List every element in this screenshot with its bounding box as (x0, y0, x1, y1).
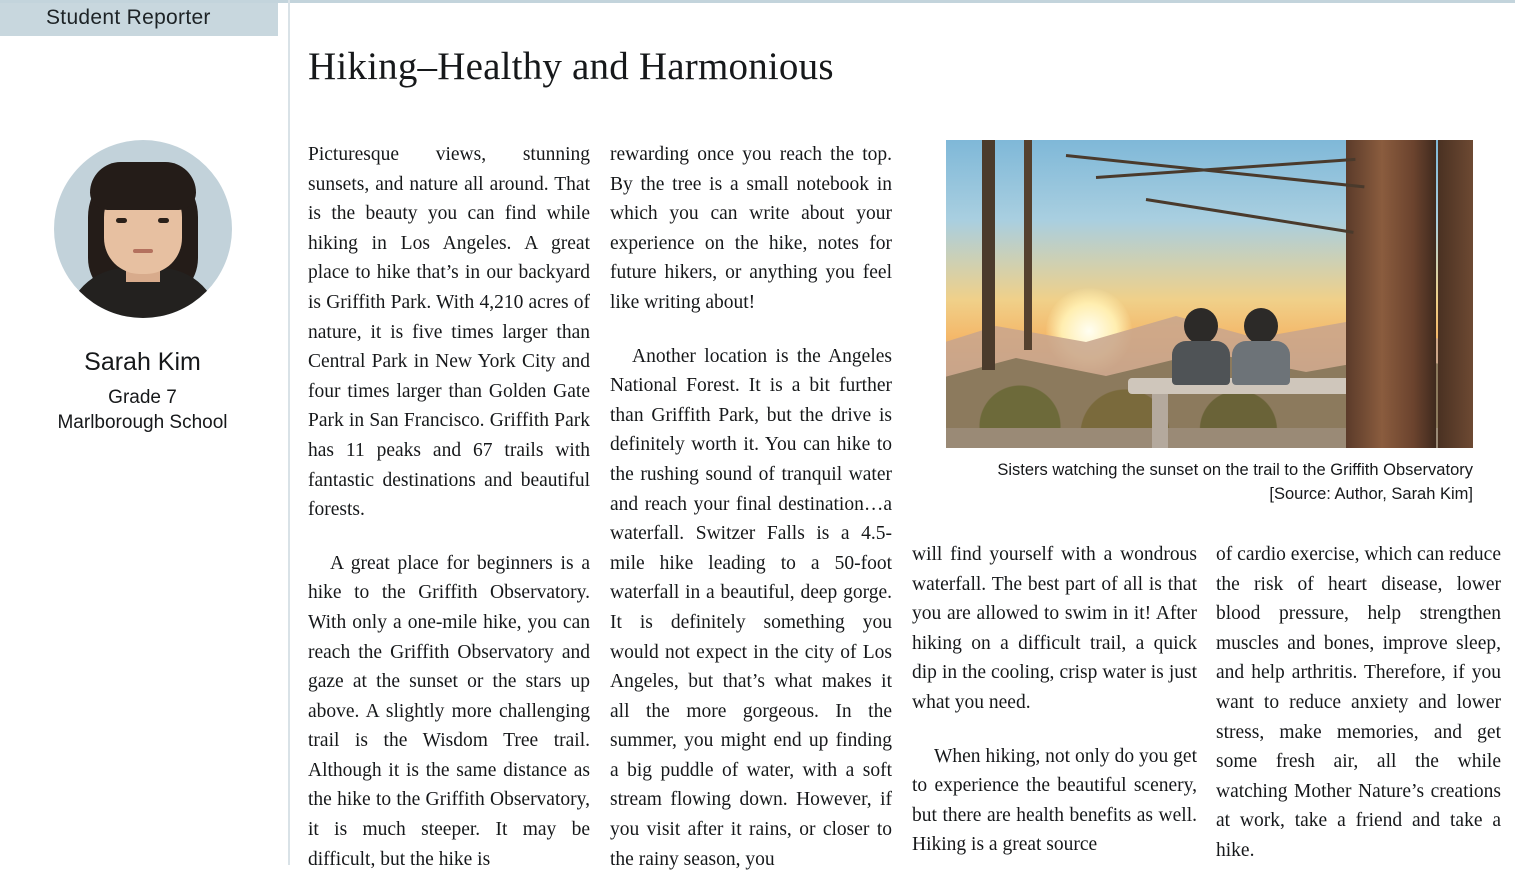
author-name: Sarah Kim (84, 348, 201, 376)
photo-caption (946, 458, 1473, 506)
bench-leg-left (1152, 394, 1168, 448)
tree-trunk-left (982, 140, 995, 370)
photo-caption-text: Sisters watching the sunset on the trail to the Griffith Observatory (997, 461, 1473, 479)
paragraph: A great place for beginners is a hike to the Griffith Observatory. With only a one-mile hike, you can reach the Griffith Observatory and gaze at the sunset or the stars up above. A slightly more challenging trail is the Wisdom Tree trail. Although it is the same distance as the hike to the Griffith Observatory, it is much steeper. It may be difficult, but the hike is (308, 552, 590, 870)
person-head (1244, 308, 1278, 344)
tree-trunk-right-2 (1438, 140, 1473, 448)
section-tab-label: Student Reporter (46, 6, 211, 29)
paragraph: of cardio exercise, which can reduce the risk of heart disease, lower blood pressure, help strengthen muscles and bones, improve sleep, and help arthritis. Therefore, if you want to reduce anxiety and lower stress, make memories, and get some fresh air, all the while watching Mother Nature’s creations at work, take a friend and take a hike. (1216, 544, 1501, 861)
paragraph: rewarding once you reach the top. By the tree is a small notebook in which you can write about your experience on the hike, notes for future hikers, or anything you feel like writing about! (610, 144, 892, 313)
sidebar-divider (288, 0, 290, 865)
avatar (54, 140, 232, 318)
avatar-eye-left (116, 218, 127, 223)
person-body (1172, 341, 1230, 385)
author-school: Marlborough School (57, 412, 228, 433)
branch (1146, 198, 1354, 234)
paragraph: When hiking, not only do you get to experience the beautiful scenery, but there are health benefits as well. Hiking is a great source (912, 745, 1197, 856)
article-column-4 (1216, 540, 1501, 866)
author-block (0, 140, 285, 435)
author-grade: Grade 7 (108, 387, 177, 408)
paragraph: Another location is the Angeles National Forest. It is a bit further than Griffith Park, but the drive is definitely worth it. You can hike to the rushing sound of tranquil water and reach your final destination…a waterfall. Switzer Falls is a 4.5-mile hike leading to a 50-foot waterfall in a beautiful, deep gorge. It is definitely something you would not expect in the city of Los Angeles, but that’s what makes it all the more gorgeous. In the summer, you might end up finding a big puddle of water, with a soft stream flowing down. However, if you visit after it rains, or closer to the rainy season, you (610, 345, 892, 870)
article-column-3 (912, 540, 1197, 860)
person-head (1184, 308, 1218, 344)
avatar-fringe (90, 162, 196, 210)
article-photo (946, 140, 1473, 448)
photo-caption-source: [Source: Author, Sarah Kim] (1269, 485, 1473, 503)
person-body (1232, 341, 1290, 385)
paragraph: will find yourself with a wondrous waterfall. The best part of all is that you are allowed to swim in it! After hiking on a difficult trail, a quick dip in the cooling, crisp water is just what you need. (912, 544, 1197, 713)
photo-image (946, 140, 1473, 448)
tree-trunk-left-2 (1024, 140, 1032, 350)
branch (1066, 154, 1365, 188)
article-column-1 (308, 140, 590, 874)
person-right (1232, 308, 1290, 385)
paragraph: Picturesque views, stunning sunsets, and nature all around. That is the beauty you can find while hiking in Los Angeles. A great place to hike that’s in our backyard is Griffith Park. With 4,210 acres of nature, it is five times larger than Central Park in New York City and four times larger than Golden Gate Park in San Francisco. Griffith Park has 11 peaks and 67 trails with fantastic destinations and beautiful forests. (308, 144, 590, 521)
avatar-eye-right (158, 218, 169, 223)
article-column-2 (610, 140, 892, 874)
page-title: Hiking–Healthy and Harmonious (308, 45, 834, 88)
person-left (1172, 308, 1230, 385)
avatar-mouth (133, 249, 153, 253)
